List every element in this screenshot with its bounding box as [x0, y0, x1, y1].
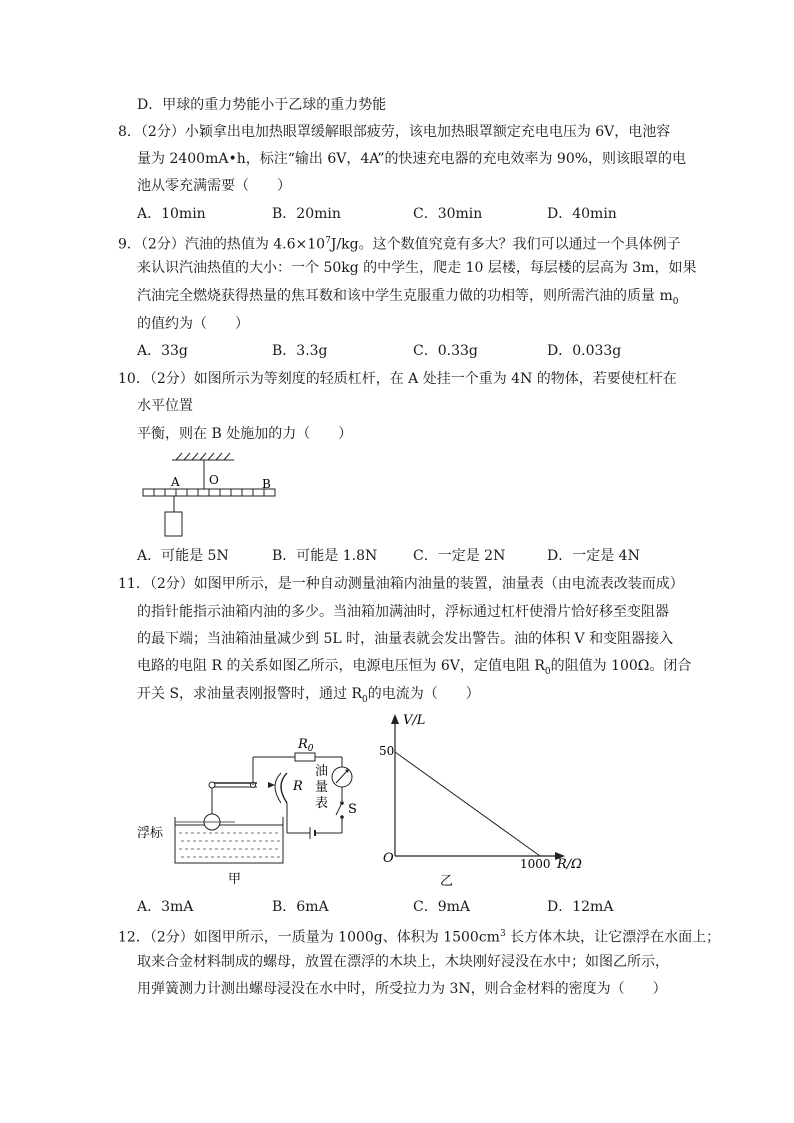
q12-line1-sup: 3 [499, 929, 506, 939]
q8-text-line2: 量为 2400mA•h，标注“输出 6V，4A”的快速充电器的充电效率为 90%，则该眼罩的电 [137, 151, 687, 167]
oil-tank [175, 817, 283, 863]
q8-option-c[interactable]: C．30min [413, 206, 483, 222]
q10-option-c[interactable]: C．一定是 2N [413, 548, 506, 564]
q11-line5-b: 的电流为（ ） [367, 686, 480, 702]
r0-label: $R_0$ [298, 737, 314, 754]
q11-line4-a: 电路的电阻 R 的关系如图乙所示，电源电压恒为 6V，定值电阻 R [137, 658, 545, 674]
q10-option-a[interactable]: A．可能是 5N [137, 548, 229, 564]
q9-text-line1 [118, 232, 681, 254]
oil-dashes [179, 833, 280, 857]
q8-text-line3: 池从零充满需要（ ） [137, 178, 291, 194]
q10-text-line3: 平衡，则在 B 处施加的力（ ） [137, 426, 353, 442]
q7-option-d: D．甲球的重力势能小于乙球的重力势能 [137, 97, 387, 113]
lever-figure [138, 450, 288, 545]
lever-label-a: A [171, 475, 180, 489]
volume-resistance-chart [375, 710, 605, 890]
q11-option-d[interactable]: D．12mA [547, 899, 614, 915]
q11-text-line3: 的最下端；当油箱油量减少到 5L 时，油量表就会发出警告。油的体积 V 和变阻器接入 [137, 631, 674, 647]
q9-line1-b: J/kg。这个数值究竟有多大？我们可以通过一个具体例子 [330, 236, 681, 253]
q10-option-b[interactable]: B．可能是 1.8N [272, 548, 378, 564]
q9-text-line2: 来认识汽油热值的大小：一个 50kg 的中学生，爬走 10 层楼，每层楼的层高为 3m，如果 [137, 260, 697, 276]
q12-text-line1 [118, 925, 720, 947]
float-label: 浮标 [137, 826, 164, 841]
chart-axes [395, 720, 560, 856]
q9-option-d[interactable]: D．0.033g [547, 343, 622, 359]
meter-label-3: 表 [315, 796, 329, 811]
q9-option-b[interactable]: B．3.3g [272, 343, 328, 359]
q11-line5-sub: 0 [362, 694, 368, 705]
q11-option-a[interactable]: A．3mA [137, 899, 194, 915]
q11-text-line5 [137, 685, 480, 709]
q9-text-line3 [137, 287, 678, 311]
q10-text-line1: 10．（2分）如图所示为等刻度的轻质杠杆，在 A 处挂一个重为 4N 的物体，若要使杠杆在 [118, 371, 677, 387]
q10-option-d[interactable]: D．一定是 4N [547, 548, 640, 564]
chart-xtick-1000: 1000 [520, 857, 551, 871]
q9-line1-sup: 7 [325, 236, 331, 246]
switch-label: S [348, 802, 357, 817]
q11-line5-a: 开关 S，求油量表刚报警时，通过 R [137, 686, 363, 702]
chart-ytick-50: 50 [379, 744, 395, 758]
q9-text-line4: 的值约为（ ） [137, 316, 249, 332]
chart-series-line [395, 752, 540, 856]
r-label: R [293, 779, 303, 794]
q11-text-line1: 11．（2分）如图甲所示，是一种自动测量油箱内油量的装置，油量表（由电流表改装而成） [118, 576, 684, 592]
q11-line4-b: 的阻值为 100Ω。闭合 [550, 658, 692, 674]
meter-label-1: 油 [315, 764, 329, 779]
ceiling-support [172, 453, 234, 489]
q12-line1-a: 12．（2分）如图甲所示，一质量为 1000g、体积为 1500cm [118, 929, 500, 946]
fig-yi-caption: 乙 [440, 874, 454, 889]
q8-option-b[interactable]: B．20min [272, 206, 341, 222]
lever-label-b: B [262, 477, 271, 491]
q9-line3-sub: 0 [672, 296, 679, 307]
q12-text-line2: 取来合金材料制成的螺母，放置在漂浮的木块上，木块刚好浸没在水中；如图乙所示， [137, 954, 669, 970]
chart-xlabel: R/Ω [557, 857, 582, 872]
q8-option-a[interactable]: A．10min [137, 206, 206, 222]
q11-text-line2: 的指针能指示油箱内油的多少。当油箱加满油时，浮标通过杠杆使滑片恰好移至变阻器 [137, 604, 669, 620]
q8-option-d[interactable]: D．40min [547, 206, 617, 222]
q12-text-line3: 用弹簧测力计测出螺母浸没在水中时，所受拉力为 3N，则合金材料的密度为（ ） [137, 981, 667, 997]
chart-origin: O [383, 851, 394, 866]
q11-text-line4 [137, 657, 691, 681]
lever-label-o: O [209, 473, 219, 487]
q9-line3-main: 汽油完全燃烧获得热量的焦耳数和该中学生克服重力做的功相等，则所需汽油的质量 m [137, 288, 673, 304]
q11-option-c[interactable]: C．9mA [413, 899, 471, 915]
rheostat-r [281, 773, 287, 803]
q12-line1-b: 长方体木块，让它漂浮在水面上； [505, 929, 721, 946]
fig-jia-caption: 甲 [228, 872, 242, 887]
q9-option-a[interactable]: A．33g [137, 343, 188, 359]
meter-label-2: 量 [315, 780, 329, 795]
y-axis-arrow [391, 714, 399, 724]
q11-line4-sub: 0 [544, 666, 551, 677]
hanging-weight [165, 512, 182, 536]
q11-option-b[interactable]: B．6mA [272, 899, 329, 915]
chart-ylabel: V/L [403, 713, 426, 728]
q10-text-line2: 水平位置 [137, 398, 193, 414]
oil-gauge-circuit-figure [135, 725, 370, 890]
q9-line1-a: 9．（2分）汽油的热值为 4.6×10 [118, 236, 326, 253]
lever-pivot [209, 782, 215, 788]
resistor-r0 [295, 753, 315, 761]
q9-option-c[interactable]: C．0.33g [413, 343, 478, 359]
q8-text-line1: 8．（2分）小颖拿出电加热眼罩缓解眼部疲劳，该电加热眼罩额定充电电压为 6V，电池容 [118, 124, 671, 140]
